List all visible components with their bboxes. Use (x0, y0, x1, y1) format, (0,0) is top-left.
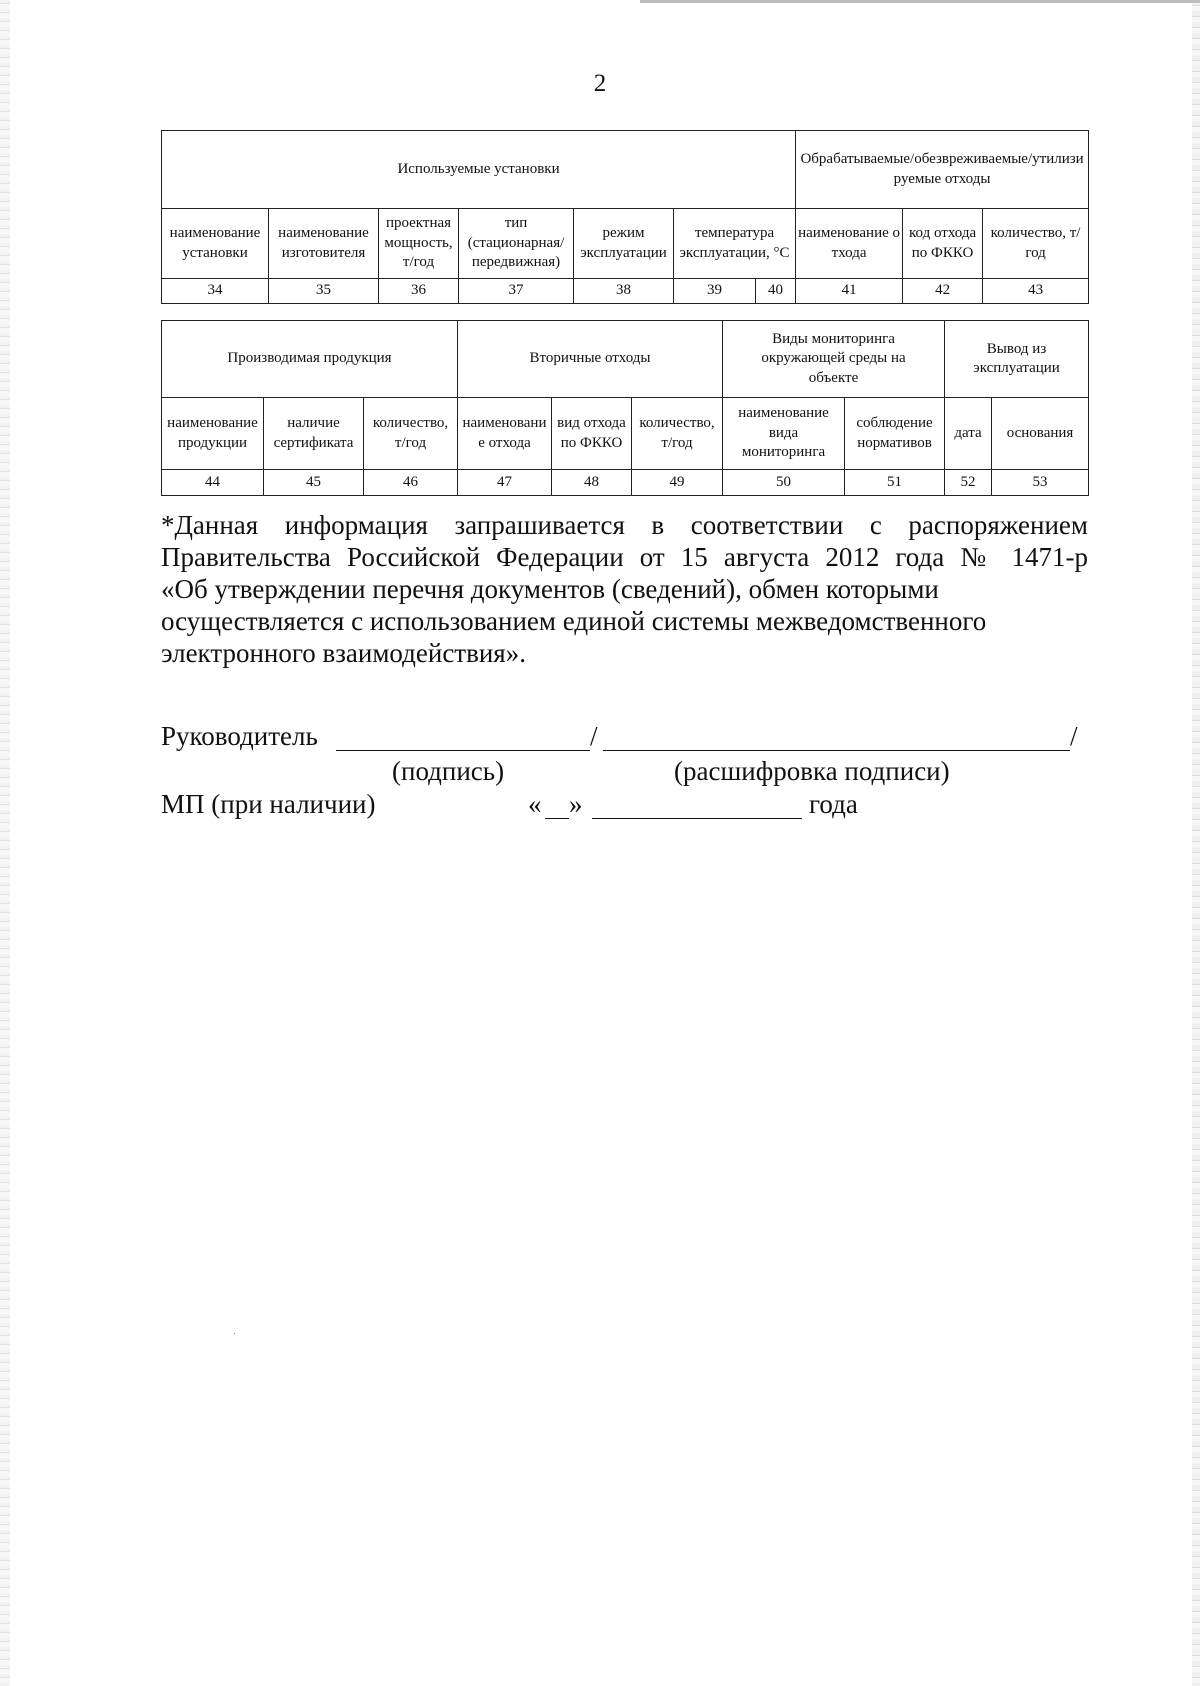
column-number: 53 (992, 470, 1089, 496)
column-number: 40 (756, 279, 796, 304)
scan-top-line (640, 0, 1200, 3)
col-header-waste-quantity: количество, т/год (983, 209, 1089, 279)
column-number: 44 (162, 470, 264, 496)
legal-footnote (161, 509, 1088, 669)
col-header-product-name: наименование продукции (162, 398, 264, 470)
column-number: 42 (903, 279, 983, 304)
year-label: года (809, 789, 858, 819)
column-number: 37 (459, 279, 574, 304)
col-header-secondary-waste-quantity: количество, т/год (632, 398, 723, 470)
decoding-caption: (расшифровка подписи) (674, 756, 950, 786)
column-number: 34 (162, 279, 269, 304)
column-number: 35 (269, 279, 379, 304)
signature-slash: / (590, 721, 598, 751)
scan-edge-right (1192, 0, 1200, 1686)
group-header-processed-waste: Обрабатываемые/обезвреживаемые/утилизируемые отходы (796, 131, 1089, 209)
column-number: 49 (632, 470, 723, 496)
column-number: 36 (379, 279, 459, 304)
group-header-products: Производимая продукция (162, 321, 458, 398)
col-header-date: дата (945, 398, 992, 470)
signature-caption: (подпись) (392, 756, 505, 786)
col-header-waste-code: код отхода по ФККО (903, 209, 983, 279)
column-number: 51 (845, 470, 945, 496)
col-header-design-capacity: проектная мощность, т/год (379, 209, 459, 279)
column-number: 48 (552, 470, 632, 496)
page-number: 2 (593, 70, 607, 97)
col-header-manufacturer-name: наименование изготовителя (269, 209, 379, 279)
column-number: 50 (723, 470, 845, 496)
col-header-installation-type: тип (стационарная/ передвижная) (459, 209, 574, 279)
products-monitoring-table (161, 320, 1089, 496)
signature-end-slash: / (1070, 721, 1078, 751)
scan-speck (234, 1333, 235, 1334)
footnote-line: осуществляется с использованием единой системы межведомственного (161, 606, 987, 636)
date-month-line[interactable] (592, 818, 802, 819)
date-quote-open: « (528, 789, 542, 819)
column-number: 39 (674, 279, 756, 304)
signature-decoding-line[interactable] (603, 750, 1070, 751)
stamp-label: МП (при наличии) (161, 789, 376, 819)
date-quote-close: » (569, 789, 583, 819)
installations-table (161, 130, 1089, 304)
column-number: 45 (264, 470, 364, 496)
signature-line[interactable] (336, 750, 590, 751)
column-number: 46 (364, 470, 458, 496)
col-header-installation-name: наименование установки (162, 209, 269, 279)
col-header-standards-compliance: соблюдение нормативов (845, 398, 945, 470)
footnote-line: «Об утверждении перечня документов (сведений), обмен которыми (161, 574, 939, 604)
head-label: Руководитель (161, 721, 318, 751)
col-header-waste-name: наименование отхода (796, 209, 903, 279)
group-header-secondary-waste: Вторичные отходы (458, 321, 723, 398)
col-header-secondary-waste-type: вид отхода по ФККО (552, 398, 632, 470)
date-day-line[interactable] (545, 818, 569, 819)
footnote-line: электронного взаимодействия». (161, 638, 526, 668)
column-number: 47 (458, 470, 552, 496)
column-number: 41 (796, 279, 903, 304)
group-header-installations: Используемые установки (162, 131, 796, 209)
col-header-operating-temperature: температура эксплуатации, °С (674, 209, 796, 279)
col-header-secondary-waste-name: наименование отхода (458, 398, 552, 470)
column-number: 38 (574, 279, 674, 304)
col-header-certificate: наличие сертификата (264, 398, 364, 470)
col-header-monitoring-type: наименование вида мониторинга (723, 398, 845, 470)
column-number: 52 (945, 470, 992, 496)
scan-edge-left (0, 0, 10, 1686)
group-header-decommissioning: Вывод из эксплуатации (945, 321, 1089, 398)
col-header-grounds: основания (992, 398, 1089, 470)
col-header-product-quantity: количество, т/год (364, 398, 458, 470)
footnote-line: *Данная информация запрашивается в соответствии с распоряжением (161, 510, 1088, 540)
footnote-line: Правительства Российской Федерации от 15 августа 2012 года № 1471-р (161, 542, 1088, 572)
column-number: 43 (983, 279, 1089, 304)
group-header-monitoring: Виды мониторинга окружающей среды на объекте (723, 321, 945, 398)
col-header-operation-mode: режим эксплуатации (574, 209, 674, 279)
